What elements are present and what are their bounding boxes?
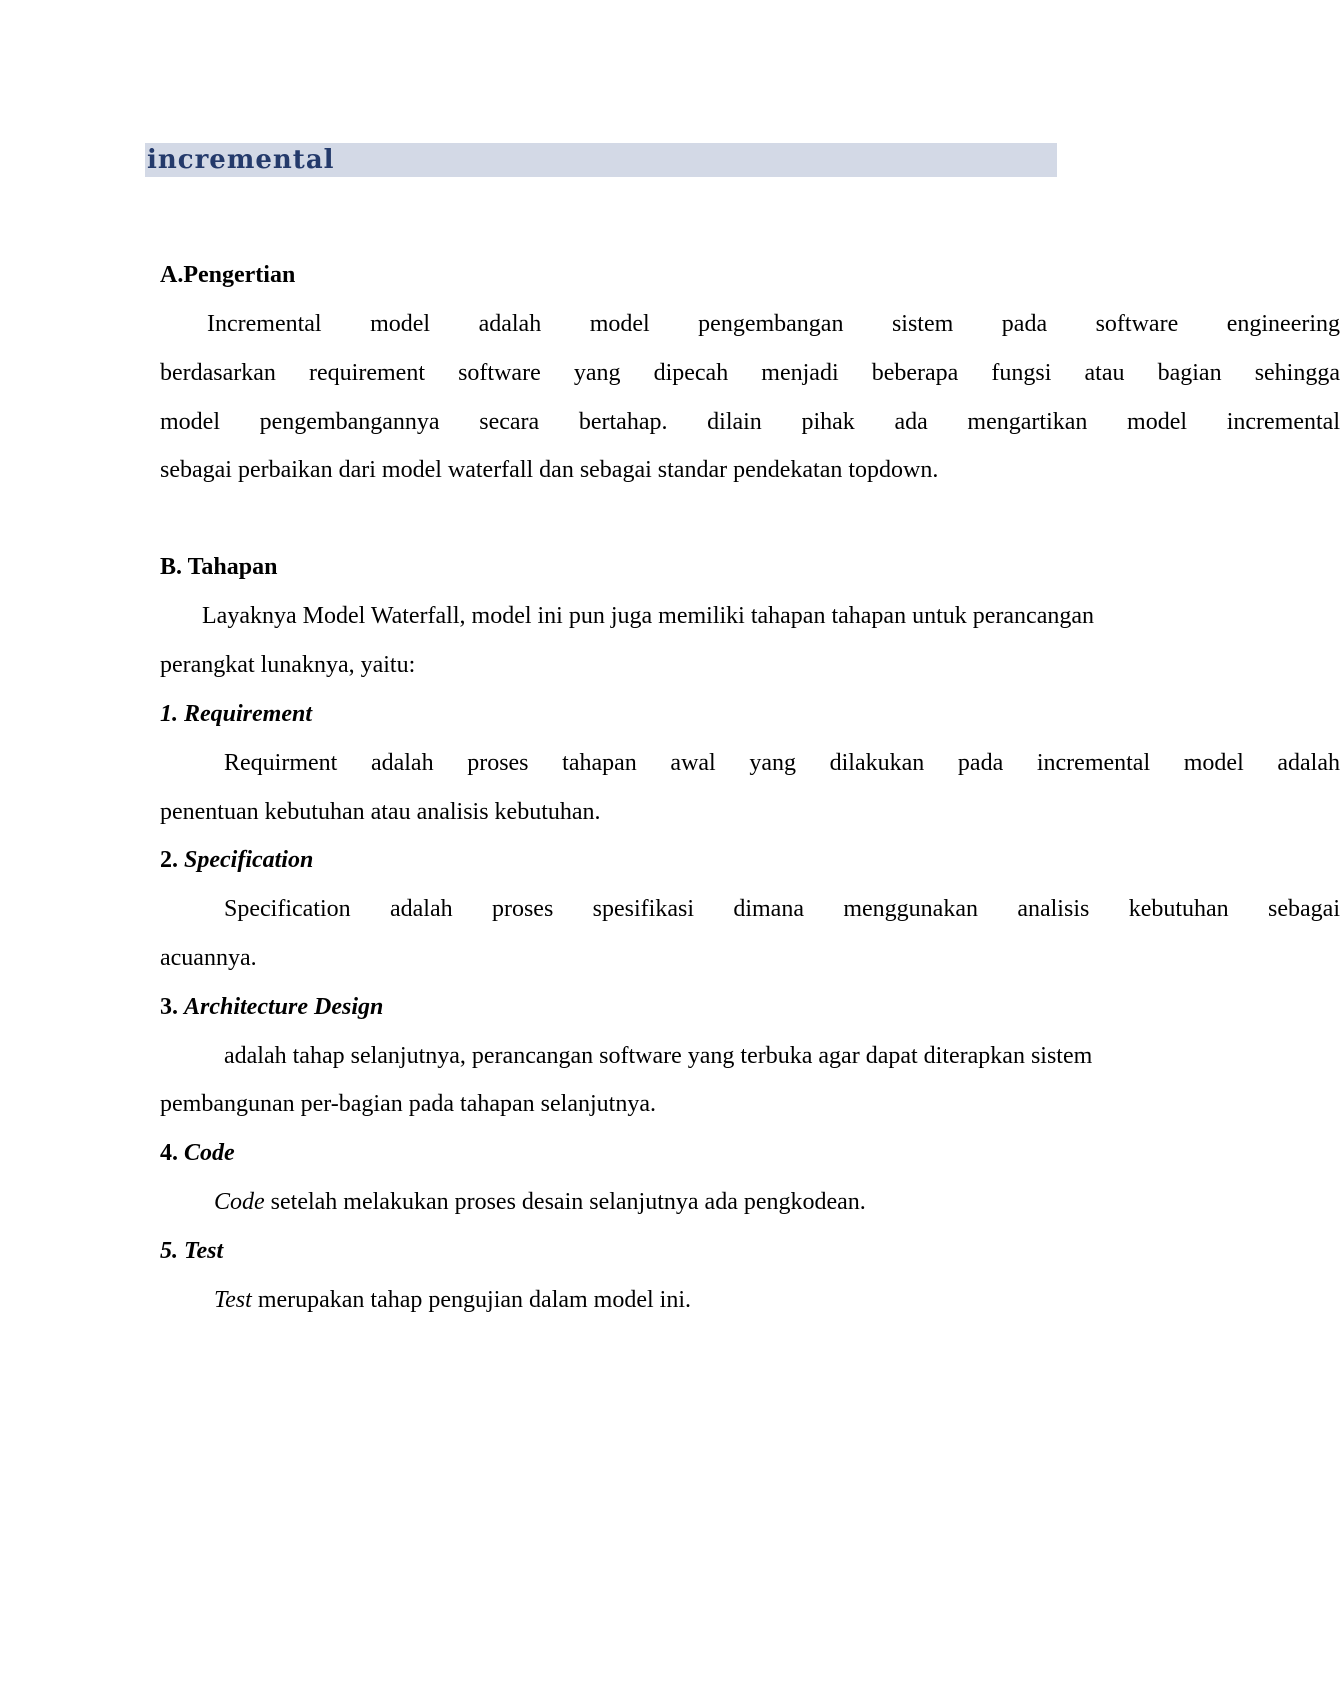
step-5-name: Test — [184, 1238, 224, 1264]
step-3-line-1: adalah tahap selanjutnya, perancangan software yang terbuka agar dapat diterapkan sistem — [224, 1043, 1093, 1069]
section-b-intro-line-1: Layaknya Model Waterfall, model ini pun juga memiliki tahapan tahapan untuk perancangan — [202, 603, 1094, 629]
section-a-line-2: berdasarkan requirement software yang dipecah menjadi beberapa fungsi atau bagian sehingga — [160, 360, 1340, 386]
section-a-heading: A.Pengertian — [160, 262, 296, 288]
step-2-heading — [160, 845, 313, 875]
document-title: incremental — [147, 145, 335, 175]
step-3-line-2: pembangunan per-bagian pada tahapan selanjutnya. — [160, 1091, 656, 1117]
step-3-number: 3. — [160, 994, 178, 1020]
step-5-number: 5. — [160, 1238, 178, 1264]
section-a-line-3: model pengembangannya secara bertahap. dilain pihak ada mengartikan model incremental — [160, 409, 1340, 435]
step-1-heading — [160, 699, 312, 729]
step-1-number: 1. — [160, 701, 178, 727]
step-1-line-2: penentuan kebutuhan atau analisis kebutuhan. — [160, 799, 601, 825]
section-b-heading: B. Tahapan — [160, 554, 278, 580]
step-2-name: Specification — [184, 847, 314, 873]
step-2-number: 2. — [160, 847, 178, 873]
step-4-number: 4. — [160, 1140, 178, 1166]
section-a-line-1: Incremental model adalah model pengembangan sistem pada software engineering — [207, 311, 1340, 337]
step-3-heading — [160, 992, 383, 1022]
step-5-description — [214, 1285, 691, 1315]
step-4-rest: setelah melakukan proses desain selanjutnya ada pengkodean. — [264, 1189, 866, 1215]
step-5-rest: merupakan tahap pengujian dalam model ini. — [251, 1287, 692, 1313]
section-b-intro-line-2: perangkat lunaknya, yaitu: — [160, 652, 416, 678]
section-a-line-4: sebagai perbaikan dari model waterfall dan sebagai standar pendekatan topdown. — [160, 457, 939, 483]
step-4-description — [214, 1187, 866, 1217]
step-5-heading — [160, 1236, 223, 1266]
step-4-name: Code — [184, 1140, 235, 1166]
step-1-name: Requirement — [184, 701, 313, 727]
step-2-line-1: Specification adalah proses spesifikasi dimana menggunakan analisis kebutuhan sebagai — [224, 896, 1340, 922]
step-5-lead-word: Test — [214, 1287, 252, 1313]
step-2-line-2: acuannya. — [160, 945, 257, 971]
step-1-line-1: Requirment adalah proses tahapan awal yang dilakukan pada incremental model adalah — [224, 750, 1340, 776]
step-4-heading — [160, 1138, 235, 1168]
step-3-name: Architecture Design — [184, 994, 384, 1020]
step-4-lead-word: Code — [214, 1189, 265, 1215]
